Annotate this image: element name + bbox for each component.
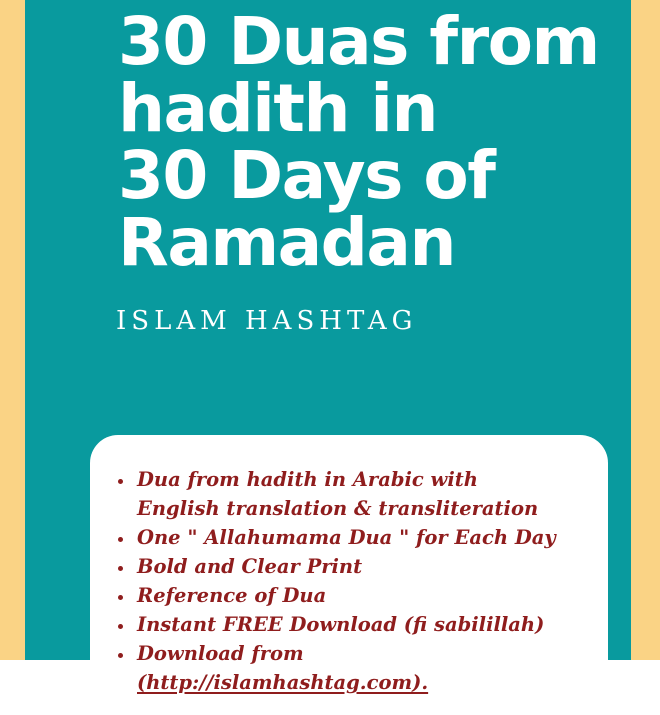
poster-title: [118, 3, 599, 281]
title-line-1: 30 Duas from: [118, 3, 599, 80]
download-link[interactable]: (http://islamhashtag.com).: [137, 671, 429, 694]
list-item-download-from: [135, 639, 563, 697]
brand-name: ISLAM HASHTAG: [116, 306, 418, 336]
list-item-bold-print: • Bold and Clear Print: [135, 552, 563, 581]
feature-card: [90, 435, 608, 715]
list-item-free-download: • Instant FREE Download (fi sabilillah): [135, 610, 563, 639]
title-line-3: 30 Days of: [118, 137, 495, 214]
list-item-allahumama-dua: • One " Allahumama Dua " for Each Day: [135, 523, 563, 552]
download-prefix: Download from: [137, 642, 304, 665]
teal-panel: [25, 0, 631, 694]
title-line-2: hadith in: [118, 70, 438, 147]
list-item-translation: • Dua from hadith in Arabic with English translation & transliteration: [135, 465, 563, 523]
list-item-reference: • Reference of Dua: [135, 581, 563, 610]
title-line-4: Ramadan: [118, 204, 455, 281]
feature-list: [90, 435, 575, 697]
